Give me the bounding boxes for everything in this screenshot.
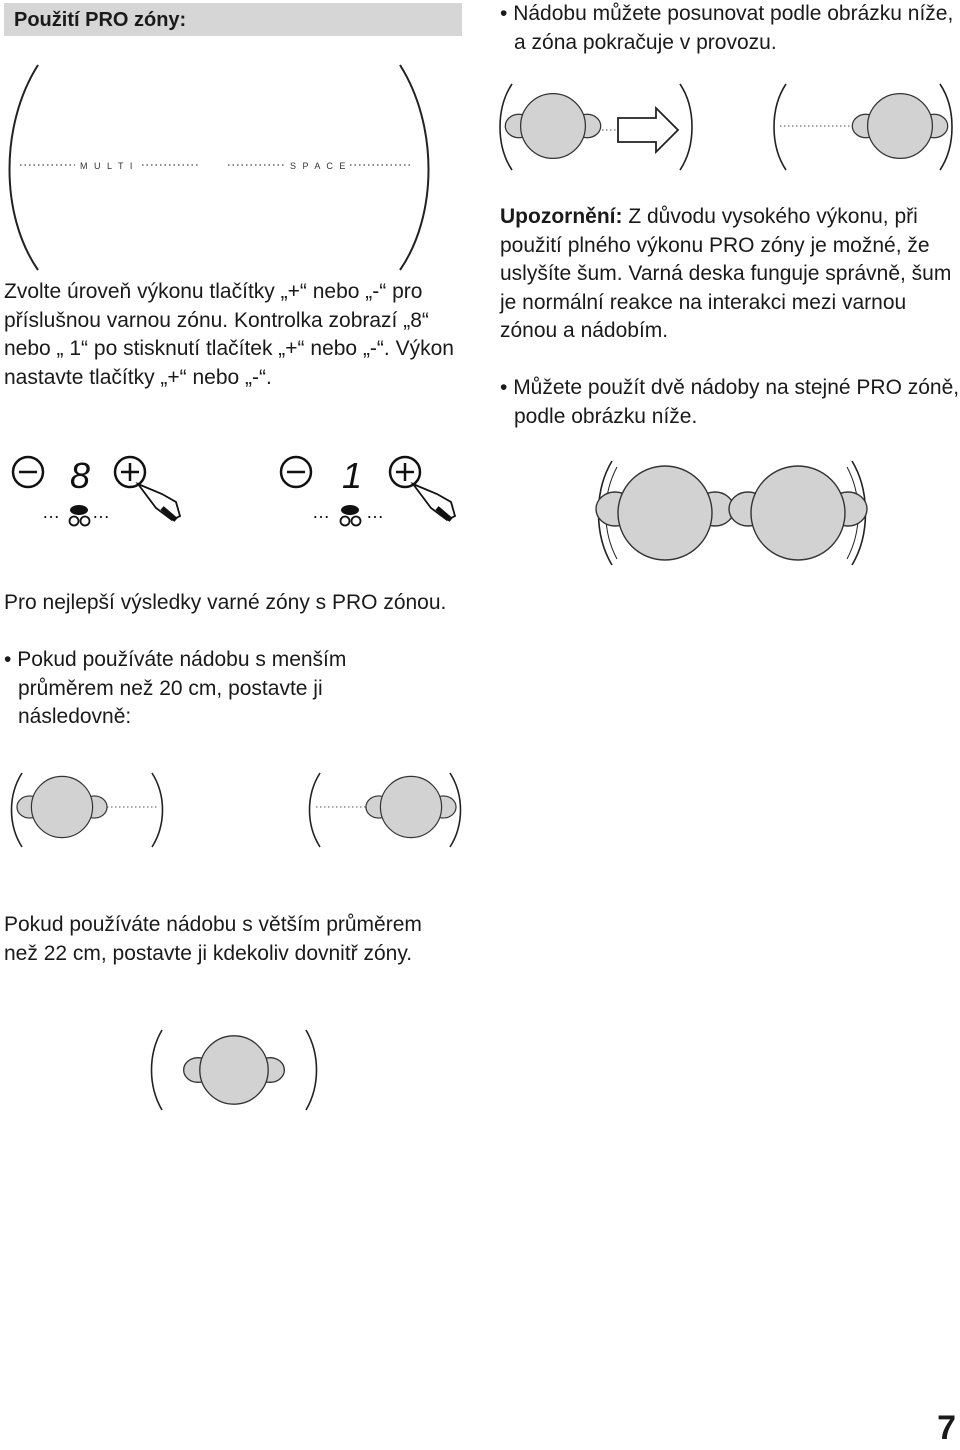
- plus-button-icon: [390, 457, 420, 487]
- multi-label: M U L T I: [80, 161, 135, 171]
- small-pot-position-left: [12, 773, 163, 847]
- move-pot-text: Nádobu můžete posunovat podle obrázku níže, a zóna pokračuje v provozu.: [513, 2, 954, 54]
- display-digit-8: 8: [69, 455, 91, 496]
- pro-zone-diagram: [0, 55, 470, 275]
- zone-indicator-icon: [70, 505, 90, 526]
- move-pot-diagrams: [490, 78, 960, 178]
- svg-text:…: …: [312, 502, 330, 522]
- warning-paragraph: [500, 203, 955, 346]
- two-pots-bullet: • Můžete použít dvě nádoby na stejné PRO zóně, podle obrázku níže.: [500, 376, 960, 428]
- small-pot-bullet: • Pokud používáte nádobu s menším průměrem než 20 cm, postavte ji následovně:: [4, 648, 347, 728]
- minus-button-icon: [281, 457, 311, 487]
- two-pots-text: Můžete použít dvě nádoby na stejné PRO zóně, podle obrázku níže.: [513, 376, 960, 428]
- control-panel-b: [281, 455, 455, 526]
- best-results-text: Pro nejlepší výsledky varné zóny s PRO zónou.: [4, 591, 447, 614]
- svg-text:…: …: [42, 502, 60, 522]
- two-pots-diagram: [590, 455, 875, 570]
- zone-indicator-icon: [341, 505, 361, 526]
- control-panels: [0, 450, 470, 532]
- svg-text:…: …: [92, 502, 110, 522]
- pot-move-after: [774, 84, 952, 170]
- pot-move-before: [500, 84, 692, 170]
- control-panel-a: [13, 455, 180, 526]
- warning-label: Upozornění:: [500, 205, 623, 228]
- power-instruction: Zvolte úroveň výkonu tlačítky „+“ nebo „-“ pro příslušnou varnou zónu. Kontrolka zobrazí „8“ nebo „ 1“ po stisknutí tlačítek „+“ nebo „-“. Výkon nastavte tlačítky „+“ nebo „-“.: [4, 280, 454, 389]
- pointing-hand-icon: [413, 484, 455, 520]
- large-pot-text: Pokud používáte nádobu s větším průměrem než 22 cm, postavte ji kdekoliv dovnitř zóny.: [4, 913, 422, 965]
- pointing-hand-icon: [138, 484, 180, 520]
- arrow-right-icon: [618, 108, 678, 152]
- small-pot-diagrams: [0, 765, 470, 855]
- svg-text:…: …: [366, 502, 384, 522]
- display-digit-1: 1: [341, 455, 363, 496]
- page-number: 7: [937, 1409, 956, 1447]
- plus-button-icon: [115, 457, 145, 487]
- warning-text: Z důvodu vysokého výkonu, při použití plného výkonu PRO zóny je možné, že uslyšíte šum. Varná deska funguje správně, šum je normální reakce na interakci mezi varnou zónou a nádobím.: [500, 205, 952, 342]
- move-pot-bullet: • Nádobu můžete posunovat podle obrázku níže, a zóna pokračuje v provozu.: [500, 2, 954, 54]
- space-label: S P A C E: [290, 161, 348, 171]
- section-header: Použití PRO zóny:: [4, 3, 462, 36]
- small-pot-position-right: [310, 773, 461, 847]
- small-pot-text: Pokud používáte nádobu s menším průměrem než 20 cm, postavte ji následovně:: [17, 648, 347, 728]
- large-pot-diagram: [140, 1022, 330, 1117]
- minus-button-icon: [13, 457, 43, 487]
